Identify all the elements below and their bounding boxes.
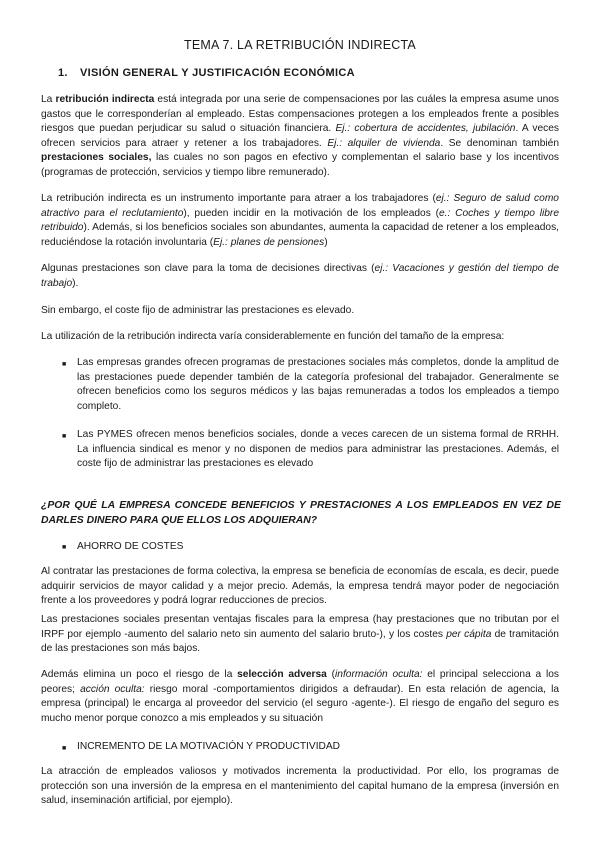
term-prestaciones-sociales: prestaciones sociales, bbox=[41, 152, 152, 164]
bullet-icon: ■ bbox=[62, 433, 67, 440]
paragraph-tax-advantages: Las prestaciones sociales presentan ventajas fiscales para la empresa (hay prestaciones que no tributan por el IRPF por ejemplo -aumento del salario neto sin aumento del salario bruto-), y los costes per cápita de tramitación de las prestaciones son más bajos. bbox=[41, 614, 559, 655]
section-heading bbox=[58, 67, 355, 79]
paragraph-economies-of-scale: Al contratar las prestaciones de forma colectiva, la empresa se beneficia de economías de escala, es decir, puede adquirir servicios de mayor calidad y a mejor precio. Además, la empresa tendrá mayor poder de negociación frente a los proveedores y podrá lograr reducciones de precios. bbox=[41, 566, 559, 607]
paragraph-productivity: La atracción de empleados valiosos y motivados incrementa la productividad. Por ello, los programas de protección son una inversión de la empresa en el mantenimiento del capital humano de la empresa (inversión en salud, inseminación artificial, por ejemplo). bbox=[41, 766, 559, 807]
list-item-pymes: Las PYMES ofrecen menos beneficios sociales, donde a veces carecen de un sistema formal de RRHH. La influencia sindical es menor y no disponen de medios para administrar las prestaciones. Además, el coste fijo de administrar las prestaciones es elevado bbox=[77, 429, 559, 470]
section-number: 1. bbox=[58, 67, 68, 79]
paragraph-fixed-cost: Sin embargo, el coste fijo de administrar las prestaciones es elevado. bbox=[41, 305, 355, 316]
subheading-ahorro-costes: AHORRO DE COSTES bbox=[77, 541, 184, 552]
paragraph-definition: La retribución indirecta está integrada por una serie de compensaciones por las cuáles la empresa asume unos gastos que le corresponderían al empleado. Estas compensaciones protegen a los empleados frente a posibles riesgos que puedan perjudicar su salud o situación financiera. Ej.: cobertura de accidentes, jubilación. A veces ofrecen servicios para atraer y retener a los trabajadores. Ej.: alquiler de vivienda. Se denominan también prestaciones sociales, las cuales no son pagos en efectivo y complementan el salario base y los incentivos (programas de protección, servicios y tiempo libre remunerado). bbox=[41, 94, 560, 178]
paragraph-key-benefits: Algunas prestaciones son clave para la toma de decisiones directivas (ej.: Vacaciones y gestión del tiempo de trabajo). bbox=[41, 263, 559, 289]
paragraph-company-size: La utilización de la retribución indirecta varía considerablemente en función del tamaño de la empresa: bbox=[41, 331, 505, 342]
page-title: TEMA 7. LA RETRIBUCIÓN INDIRECTA bbox=[184, 38, 416, 52]
bullet-icon: ■ bbox=[62, 361, 67, 368]
bullet-icon: ■ bbox=[62, 745, 67, 752]
paragraph-adverse-selection: Además elimina un poco el riesgo de la selección adversa (información oculta: el principal selecciona a los peores; acción oculta: riesgo moral -comportamientos dirigidos a defraudar). En esta relación de agencia, la empresa (principal) le encarga al proveedor del servicio (el seguro -agente-). El riesgo de engaño del seguro es mucho menor porque conozco a mis empleados y su situación bbox=[41, 669, 560, 724]
list-item-large-companies: Las empresas grandes ofrecen programas de prestaciones sociales más completos, donde la amplitud de las prestaciones puede depender también de la categoría profesional del trabajador. Generalmente se ofrecen beneficios como los seguros médicos y las bajas remuneradas a todos los empleados a tiempo completo. bbox=[77, 357, 559, 412]
section-heading-text: VISIÓN GENERAL Y JUSTIFICACIÓN ECONÓMICA bbox=[80, 67, 355, 79]
term-retribucion-indirecta: retribución indirecta bbox=[55, 94, 155, 105]
term-seleccion-adversa: selección adversa bbox=[237, 669, 327, 680]
bullet-icon: ■ bbox=[62, 544, 67, 551]
question-heading: ¿POR QUÉ LA EMPRESA CONCEDE BENEFICIOS Y PRESTACIONES A LOS EMPLEADOS EN VEZ DE DARLES DINERO PARA QUE ELLOS LOS ADQUIERAN? bbox=[41, 500, 561, 526]
paragraph-instrument: La retribución indirecta es un instrumento importante para atraer a los trabajadores (ej.: Seguro de salud como atractivo para el reclutamiento), pueden incidir en la motivación de los empleados (e.: Coches y tiempo libre retribuido). Además, si los beneficios sociales son abundantes, aumenta la capacidad de retener a los empleados, reduciéndose la rotación involuntaria (Ej.: planes de pensiones) bbox=[41, 193, 559, 248]
subheading-motivacion: INCREMENTO DE LA MOTIVACIÓN Y PRODUCTIVIDAD bbox=[77, 741, 341, 752]
